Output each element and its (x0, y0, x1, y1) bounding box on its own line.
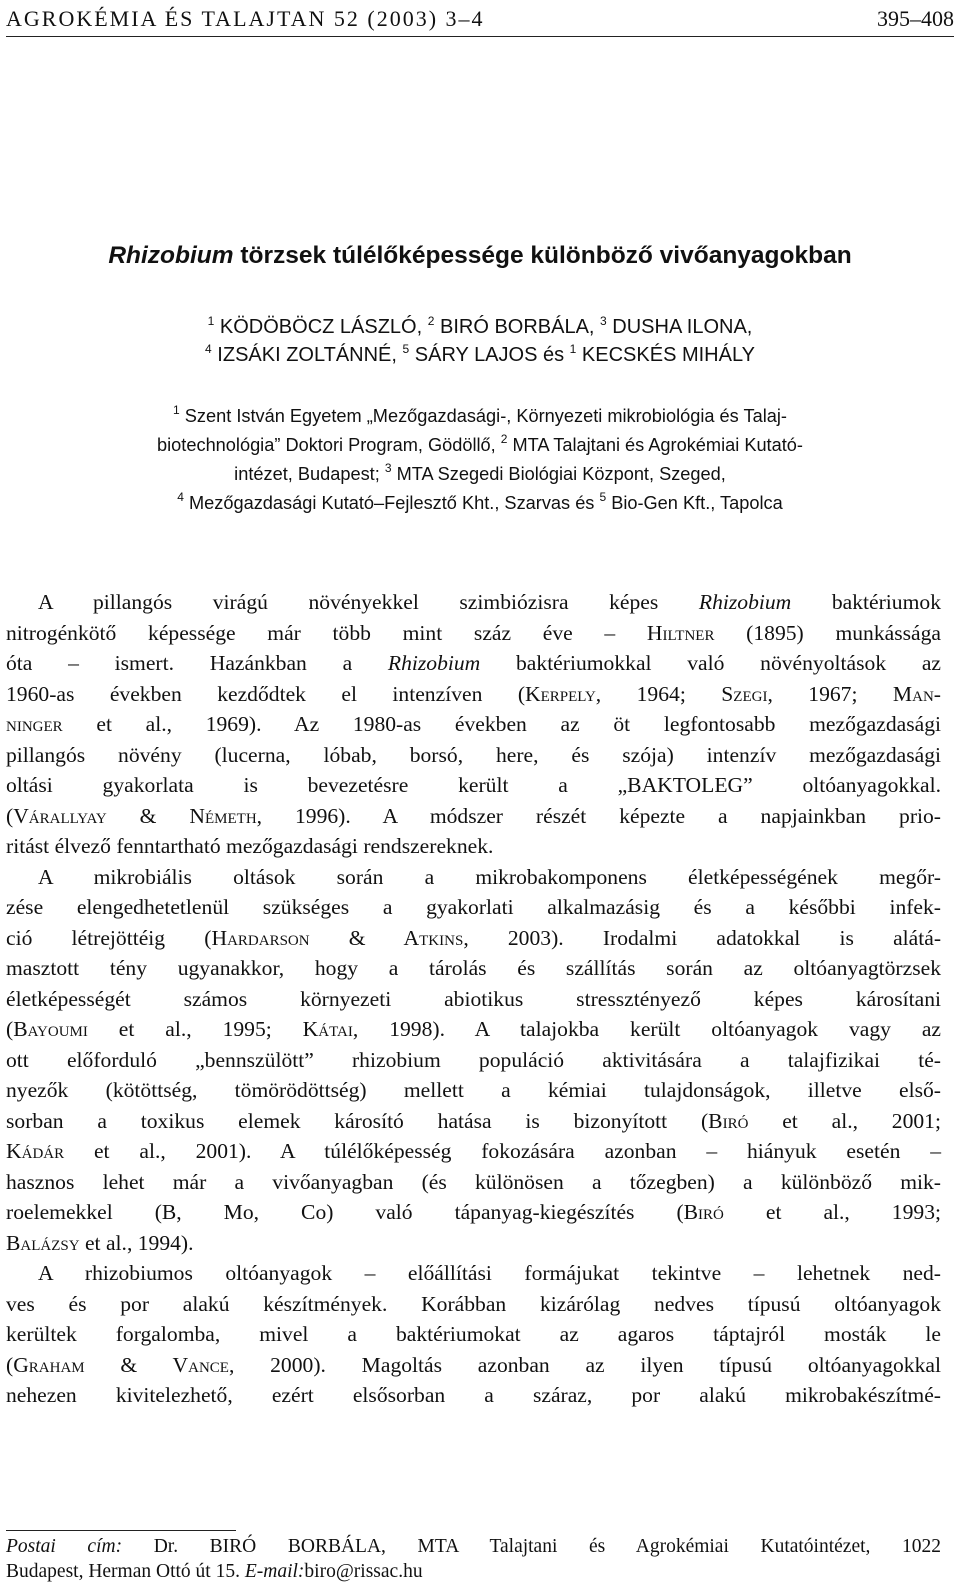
title-genus: Rhizobium (108, 242, 234, 269)
author-name: SÁRY LAJOS és (414, 344, 570, 366)
footnote-line: Postai cím: Dr. BIRÓ BORBÁLA, MTA Talajtani és Agrokémiai Kutatóintézet, 1022 (6, 1536, 941, 1557)
affiliation-line-1 (0, 402, 960, 431)
affil-text: MTA Talajtani és Agrokémiai Kutató- (507, 435, 803, 455)
affil-text: biotechnológia” Doktori Program, Gödöllő, (157, 435, 501, 455)
author-affil-mark: 4 (205, 342, 212, 356)
body-line: (Graham & Vance, 2000). Magoltás azonban az ilyen típusú oltóanyagokkal (6, 1352, 941, 1377)
author-line-1 (0, 313, 960, 341)
title-rest: törzsek túlélőképessége különböző vivőanyagokban (233, 242, 852, 269)
footnote-label: Postai cím: (6, 1536, 123, 1557)
body-line: nitrogénkötő képessége már több mint száz éve – Hiltner (1895) munkássága (6, 620, 941, 645)
cited-author: ádár (21, 1139, 65, 1163)
author-name: BIRÓ BORBÁLA, (439, 316, 601, 338)
affiliation-line-4 (0, 489, 960, 518)
cited-author: ninger (6, 712, 63, 736)
author-affil-mark: 5 (402, 342, 410, 356)
cited-author: iró (722, 1108, 749, 1133)
author-affil-mark: 2 (427, 314, 435, 328)
footnote-rule (6, 1530, 236, 1531)
affil-mark: 4 (177, 490, 184, 504)
body-line: nehezen kivitelezhető, ezért elsősorban a száraz, por alakú mikrobakészítmé- (6, 1383, 941, 1407)
cited-author: erpely (540, 681, 596, 706)
cited-author: zegi (733, 681, 768, 706)
affiliation-line-2 (0, 431, 960, 460)
author-affil-mark: 3 (600, 314, 607, 328)
cited-author: átai (318, 1017, 353, 1041)
affil-mark: 5 (599, 490, 607, 504)
affiliation-line-3 (0, 460, 960, 489)
cited-author: tkins (419, 925, 464, 950)
cited-author: iltner (662, 620, 715, 645)
cited-author: árallyay (28, 803, 107, 828)
author-list (0, 313, 960, 369)
cited-author: alázsy (20, 1230, 80, 1255)
postal-address-footnote (6, 1534, 941, 1584)
body-line: sorban a toxikus elemek károsító hatása is bizonyított (Biró et al., 2001; (6, 1108, 941, 1133)
body-line: óta – ismert. Hazánkban a Rhizobium baktériumokkal való növényoltások az (6, 651, 942, 675)
body-line: hasznos lehet már a vivőanyagban (és különösen a tőzegben) a különböző mik- (6, 1169, 941, 1194)
body-line: életképességét számos környezeti abiotikus stressztényező képes károsítani (6, 986, 941, 1011)
cited-author: ance (188, 1352, 229, 1377)
genus-italic: Rhizobium (698, 590, 792, 614)
author-affil-mark: 1 (207, 314, 215, 328)
body-line: pillangós növény (lucerna, lóbab, borsó, here, és szója) intenzív mezőgazdasági (6, 742, 941, 767)
cited-author: émeth (205, 803, 257, 828)
body-line: ritást élvező fenntartható mezőgazdasági rendszereknek. (6, 834, 494, 858)
body-line: (Várallyay & Németh, 1996). A módszer részét képezte a napjainkban prio- (6, 803, 941, 828)
affil-mark: 2 (500, 432, 508, 446)
author-name: IZSÁKI ZOLTÁNNÉ, (217, 344, 403, 366)
body-line: A rhizobiumos oltóanyagok – előállítási formájukat tekintve – lehetnek ned- (38, 1261, 941, 1285)
body-line: ninger et al., 1969). Az 1980-as években az öt legfontosabb mezőgazdasági (6, 712, 941, 736)
cited-author: ayoumi (27, 1017, 88, 1041)
author-name: KÖDÖBÖCZ LÁSZLÓ, (219, 316, 428, 338)
body-line: roelemekkel (B, Mo, Co) való tápanyag-kiegészítés (Biró et al., 1993; (6, 1200, 941, 1224)
author-affil-mark: 1 (569, 342, 577, 356)
article-body (6, 587, 941, 1411)
affil-text: Mezőgazdasági Kutató–Fejlesztő Kht., Szarvas és (183, 493, 600, 513)
body-line: kerültek forgalomba, mivel a baktériumokat az agaros táptajról mosták le (6, 1322, 941, 1346)
body-line: masztott tény ugyanakkor, hogy a tárolás és szállítás során az oltóanyagtörzsek (6, 956, 941, 980)
body-line: Balázsy et al., 1994). (6, 1230, 194, 1255)
body-line: oltási gyakorlata is bevezetésre került a „BAKTOLEG” oltóanyagokkal. (6, 773, 941, 797)
body-line: A mikrobiális oltások során a mikrobakomponens életképességének megőr- (38, 864, 941, 889)
cited-author: raham (28, 1352, 85, 1377)
body-line: A pillangós virágú növényekkel szimbiózisra képes Rhizobium baktériumok (38, 590, 941, 614)
header-rule (6, 36, 954, 37)
body-line: Kádár et al., 2001). A túlélőképesség fokozására azonban – hiányuk esetén – (6, 1139, 941, 1163)
author-name: KECSKÉS MIHÁLY (581, 344, 755, 366)
article-title (0, 242, 960, 270)
body-line: ott előforduló „bennszülött” rhizobium populáció aktivitására a talajfizikai té- (6, 1047, 941, 1072)
author-name: DUSHA ILONA, (612, 316, 753, 338)
running-head (6, 2, 954, 38)
author-line-2 (0, 341, 960, 369)
body-line: 1960-as években kezdődtek el intenzíven (Kerpely, 1964; Szegi, 1967; Man- (6, 681, 941, 706)
body-line: zése elengedhetetlenül szükséges a gyakorlati alkalmazásig és a későbbi infek- (6, 895, 941, 919)
body-line: nyezők (kötöttség, tömörödöttség) mellett a kémiai tulajdonságok, illetve első- (6, 1078, 941, 1102)
affiliations (0, 402, 960, 518)
body-line: ves és por alakú készítmények. Korábban kizárólag nedves típusú oltóanyagok (6, 1291, 941, 1316)
affil-mark: 1 (173, 403, 180, 417)
affil-text: intézet, Budapest; (234, 464, 385, 484)
cited-author: iró (698, 1200, 724, 1224)
email-label: E-mail: (244, 1561, 305, 1582)
journal-citation: AGROKÉMIA ÉS TALAJTAN 52 (2003) 3–4 (6, 6, 485, 31)
body-line: (Bayoumi et al., 1995; Kátai, 1998). A talajokba került oltóanyagok vagy az (6, 1017, 942, 1041)
footnote-line: Budapest, Herman Ottó út 15. E-mail:biro@rissac.hu (6, 1561, 423, 1582)
cited-author: an- (912, 681, 941, 706)
page-range: 395–408 (877, 6, 954, 31)
email-address: biro@rissac.hu (304, 1561, 423, 1582)
body-line: ció létrejöttéig (Hardarson & Atkins, 2003). Irodalmi adatokkal is alátá- (6, 925, 942, 950)
cited-author: ardarson (227, 925, 310, 950)
affil-text: Bio-Gen Kft., Tapolca (606, 493, 783, 513)
affil-text: Szent István Egyetem „Mezőgazdasági-, Környezeti mikrobiológia és Talaj- (179, 406, 787, 426)
genus-italic: Rhizobium (387, 651, 481, 675)
affil-mark: 3 (384, 461, 392, 475)
affil-text: MTA Szegedi Biológiai Központ, Szeged, (391, 464, 726, 484)
